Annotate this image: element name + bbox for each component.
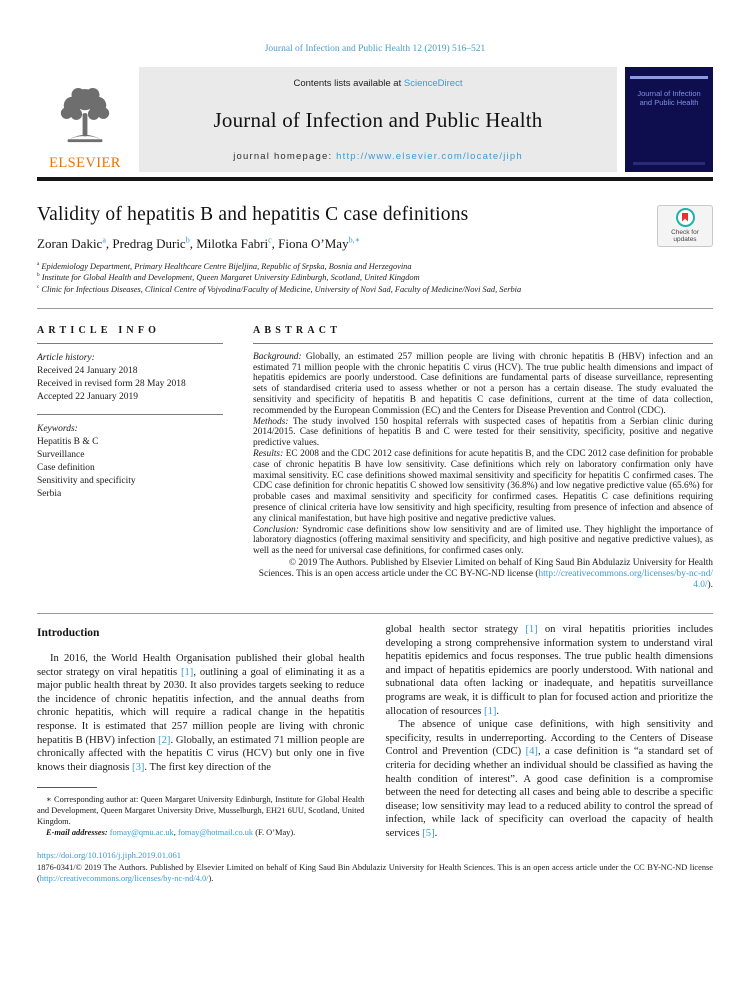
author-affiliation-ref: b (185, 235, 190, 245)
inline-link[interactable]: [1] (180, 666, 194, 678)
sciencedirect-link[interactable]: ScienceDirect (403, 78, 463, 89)
masthead (37, 67, 713, 172)
inline-link[interactable]: http://creativecommons.org/licenses/by-nc-nd/4.0/ (39, 873, 209, 883)
article-info-column (37, 320, 223, 601)
abstract-methods: Methods: The study involved 150 hospital referrals with suspected cases of hepatitis from a Serbian clinic during 2014/2015. Case definitions of hepatitis B and C were tested for their sensitivity, specificity, positive and negative predictive values. (253, 416, 713, 449)
abstract-heading: ABSTRACT (253, 324, 342, 336)
affiliation-marker: b (37, 272, 40, 279)
intro-paragraph-left: In 2016, the World Health Organisation published their global health sector strategy on viral hepatitis [1], outlining a goal of eliminating it as a major public health threat by 2030. It also provides targets seeking to reduce the incidence of chronic hepatitis infection, and the annual deaths from chronic hepatitis, which will require a radical change in the hepatitis response. It is estimated that 257 million people are living with chronic hepatitis B (HBV) infection [2]. Globally, an estimated 71 million people are chronically affected with the hepatitis C virus (HCV) but only one in five knows their diagnosis [3]. The first key direction of the (37, 653, 365, 773)
article-info-heading: ARTICLE INFO (37, 324, 161, 336)
keyword-item: Serbia (37, 488, 62, 499)
cover-title: Journal of Infection and Public Health (637, 89, 701, 107)
page-citation: Journal of Infection and Public Health 12 (2019) 516–521 (264, 44, 486, 54)
divider (37, 613, 713, 614)
doi-link[interactable]: https://doi.org/10.1016/j.jiph.2019.01.061 (37, 849, 182, 860)
inline-link[interactable]: [1] (525, 624, 538, 636)
homepage-line (233, 151, 523, 162)
affiliation-b: $^b$ Institute for Global Health and Development, Queen Margaret University Edinburgh, Scotland, United Kingdom (37, 272, 420, 283)
cover-stripe (630, 76, 708, 79)
history-item: Received in revised form 28 May 2018 (37, 378, 186, 389)
article-history-label: Article history: (37, 352, 95, 363)
author-affiliation-ref: b,∗ (348, 235, 361, 245)
affiliation-c: $^c$ Clinic for Infectious Diseases, Clinical Centre of Vojvodina/Faculty of Medicine, University of Novi Sad, Faculty of Medicine/Novi Sad, Serbia (37, 284, 522, 295)
keyword-item: Surveillance (37, 449, 85, 460)
corresponding-author-note: ∗ Corresponding author at: Queen Margaret University Edinburgh, Institute for Global Health and Development, Queen Margaret University Drive, Musselburgh, EH21 6UU, Scotland, United Kingdom. (37, 795, 365, 827)
masthead-center (139, 67, 617, 172)
abstract-copyright: © 2019 The Authors. Published by Elsevier Limited on behalf of King Saud Bin Abdulaziz University for Health Sciences. This is an open access article under the CC BY-NC-ND license (http://creativecommons.org/licenses/by-nc-nd/4.0/). (258, 558, 713, 591)
inline-link[interactable]: fomay@qmu.ac.uk (109, 828, 174, 838)
affiliation-marker: a (37, 260, 40, 267)
contents-line (294, 78, 463, 89)
footnote (37, 787, 365, 838)
article-title: Validity of hepatitis B and hepatitis C case definitions (37, 203, 469, 225)
bookmark-icon (682, 213, 688, 222)
inline-link[interactable]: fomay@hotmail.co.uk (177, 828, 254, 838)
author-affiliation-ref: c (268, 235, 272, 245)
elsevier-logo (37, 67, 139, 172)
abstract-results: Results: EC 2008 and the CDC 2012 case definitions for acute hepatitis B, and the CDC 2012 case definition for probable case of chronic hepatitis B have low sensitivity. Case definitions which rely on laboratory confirmation only have maximal sensitivity. EC case definitions showed maximal sensitivity and specificity for hepatitis C confirmed cases. The CDC case definition for chronic hepatitis C showed low sensitivity (36.8%) and low negative predictive value (65.6%) for probable cases and maximal sensitivity and specificity for confirmed cases. Hepatitis C case definitions requiring presence of clinical criteria have low sensitivity and high specificity, resulting from presence of infection and absence of any clinical manifestation, but have high positive and negative predictive values. (253, 449, 713, 524)
intro-paragraph-right-2: The absence of unique case definitions, with high sensitivity and specificity, results in underreporting. According to the Centers of Disease Control and Prevention (CDC) [4], a case definition is “a standard set of criteria for deciding whether an individual should be classified as having the health condition of interest”. A good case definition is a compromise between the need for detecting all cases and being able to describe a specific disease; low sensitivity may lead to a reduced ability to control the spread of infection, while lack of specificity can overload the capacity of health services [5]. (385, 719, 713, 839)
keyword-item: Hepatitis B & C (37, 436, 99, 447)
body-columns (37, 623, 713, 841)
inline-link[interactable]: [4] (525, 746, 538, 758)
inline-link[interactable]: [1] (484, 705, 497, 717)
intro-paragraph-right-1: global health sector strategy [1] on viral hepatitis priorities includes developing a strong comprehensive information system to understand viral hepatitis epidemics and focus responses. The true public health dimensions and impact of hepatitis epidemics are poorly understood. With national and subnational data often lacking or inadequate, and hepatitis surveillance programs are weak, it is difficult to plan for focused action and prioritize the allocation of resources [1]. (385, 624, 713, 717)
check-updates-line2: updates (673, 236, 697, 243)
check-updates-line1: Check for (671, 228, 699, 236)
inline-link[interactable]: [5] (422, 827, 435, 839)
cover-bottom-bar (633, 162, 705, 165)
introduction-heading: Introduction (37, 627, 100, 640)
bold-italic-label: E-mail addresses: (46, 828, 108, 838)
italic-label: Methods: (253, 416, 289, 427)
affiliations (37, 261, 713, 296)
keywords-label: Keywords: (37, 423, 78, 434)
keyword-item: Case definition (37, 462, 95, 473)
authors-line: Zoran Dakic$^a$, Predrag Duric$^b$, Milotka Fabri$^c$, Fiona O’May$^{b,∗}$ (37, 235, 361, 251)
history-item: Received 24 January 2018 (37, 365, 138, 376)
inline-link[interactable]: [3] (132, 761, 145, 773)
divider (37, 414, 223, 415)
inline-link[interactable]: [2] (158, 734, 171, 746)
footnote-divider (37, 787, 97, 788)
abstract-column (253, 320, 713, 601)
contents-prefix: Contents lists available at (293, 78, 404, 89)
right-column (386, 623, 714, 841)
abstract-background: Background: Globally, an estimated 257 million people are living with chronic hepatitis B (HBV) infection and an estimated 71 million people with the chronic hepatitis C virus (HCV). The true public health dimensions and impact of hepatitis epidemics are poorly understood. Case definitions are fundamental parts of disease surveillance, representing sets of standardised criteria used to assess whether or not a person has a certain disease. The study evaluated the sensitivity and specificity of hepatitis B and hepatitis C case definitions, current at the time of data collection, recommended by the European Commission (EC) and the Centers for Disease Prevention and Control (CDC). (253, 351, 713, 416)
affiliation-marker: c (37, 284, 40, 291)
affiliation-a: $^a$ Epidemiology Department, Primary Healthcare Centre Bijeljina, Republic of Srpska, Bosnia and Herzegovina (37, 260, 412, 271)
history-item: Accepted 22 January 2019 (37, 391, 139, 402)
left-column (37, 623, 365, 841)
page-footer (37, 850, 713, 884)
masthead-divider (37, 177, 713, 181)
info-abstract-section (37, 320, 713, 601)
divider (37, 343, 223, 344)
check-updates-label (671, 229, 699, 244)
check-for-updates-badge[interactable] (657, 205, 713, 247)
elsevier-tree-icon (57, 86, 113, 153)
email-addresses-note: E-mail addresses: fomay@qmu.ac.uk, fomay@hotmail.co.uk (F. O’May). (46, 828, 296, 838)
footer-license-line: 1876-0341/© 2019 The Authors. Published by Elsevier Limited on behalf of King Saud Bin Abdulaziz University for Health Sciences. This is an open access article under the CC BY-NC-ND license (http://creativecommons.org/licenses/by-nc-nd/4.0/). (37, 862, 713, 883)
check-updates-icon (676, 208, 695, 227)
divider (37, 308, 713, 309)
journal-title: Journal of Infection and Public Health (213, 107, 543, 132)
divider (253, 343, 713, 344)
homepage-prefix: journal homepage: (233, 151, 337, 162)
author-affiliation-ref: a (102, 235, 106, 245)
elsevier-wordmark: ELSEVIER (49, 155, 121, 171)
inline-link[interactable]: http://creativecommons.org/licenses/by-nc-nd/4.0/ (538, 569, 713, 591)
italic-label: Conclusion: (253, 524, 299, 535)
doi-line (37, 850, 713, 860)
italic-label: Background: (253, 351, 302, 362)
abstract-conclusion: Conclusion: Syndromic case definitions show low sensitivity and are of limited use. They highlight the importance of laboratory diagnostics (offering maximal sensitivity and specificity, and high positive and negative predictive values), as well as the need for universal case definitions, for confirmed cases only. (253, 524, 713, 557)
keyword-item: Sensitivity and specificity (37, 475, 136, 486)
homepage-link[interactable]: http://www.elsevier.com/locate/jiph (336, 151, 523, 162)
italic-label: Results: (253, 449, 284, 460)
journal-cover-thumbnail (625, 67, 713, 172)
